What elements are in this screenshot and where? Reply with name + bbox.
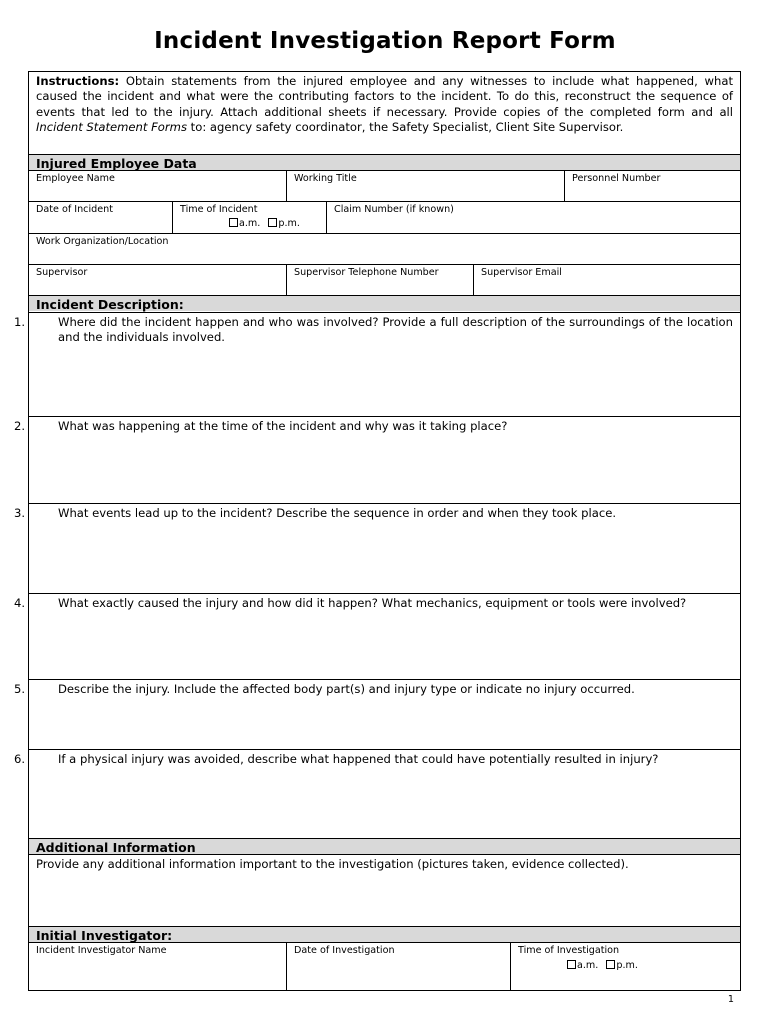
question-3-number: 3.: [14, 506, 26, 520]
supervisor-label: Supervisor: [36, 267, 88, 278]
investigation-time-field: [510, 943, 740, 991]
question-4-text: What exactly caused the injury and how did it happen? What mechanics, equipment or tools were involved?: [58, 596, 687, 610]
investigation-date-field[interactable]: [286, 943, 510, 991]
work-org-label: Work Organization/Location: [36, 236, 169, 247]
date-of-incident-field[interactable]: [29, 202, 172, 233]
employee-row-1: [29, 170, 740, 201]
additional-info-text: Provide any additional information important to the investigation (pictures taken, evidence collected).: [36, 857, 629, 871]
question-3-text: What events lead up to the incident? Describe the sequence in order and when they took place.: [58, 506, 617, 520]
work-org-field[interactable]: [29, 234, 740, 264]
instructions-text-after: to: agency safety coordinator, the Safety Specialist, Client Site Supervisor.: [187, 119, 624, 134]
page-title: Incident Investigation Report Form: [154, 28, 616, 54]
incident-am-checkbox[interactable]: [229, 218, 238, 227]
employee-row-3: [29, 233, 740, 264]
supervisor-email-label: Supervisor Email: [481, 267, 562, 278]
investigator-name-label: Incident Investigator Name: [36, 945, 167, 956]
investigator-row: [29, 942, 740, 991]
incident-report-form: [14, 71, 741, 991]
employee-row-2: [29, 201, 740, 233]
claim-number-label: Claim Number (if known): [334, 204, 454, 215]
investigator-section-heading: Initial Investigator:: [29, 926, 740, 942]
instructions-block: [29, 74, 740, 154]
personnel-number-label: Personnel Number: [572, 173, 661, 184]
additional-info-field[interactable]: [29, 854, 740, 926]
page-number: 1: [727, 994, 734, 1005]
incident-ampm-group: [229, 218, 300, 229]
question-5-field[interactable]: [14, 679, 740, 749]
incident-pm-label: p.m.: [278, 218, 300, 229]
question-2-number: 2.: [14, 419, 26, 433]
question-6-number: 6.: [14, 752, 26, 766]
time-of-incident-field: [172, 202, 326, 233]
question-1-field[interactable]: [14, 312, 740, 416]
investigation-pm-label: p.m.: [616, 960, 638, 971]
investigation-am-checkbox[interactable]: [567, 960, 576, 969]
instructions-label: Instructions:: [36, 74, 120, 88]
date-of-incident-label: Date of Incident: [36, 204, 113, 215]
incident-section-heading: Incident Description:: [29, 295, 740, 311]
question-4-number: 4.: [14, 596, 26, 610]
incident-pm-checkbox[interactable]: [268, 218, 277, 227]
question-5-text: Describe the injury. Include the affected body part(s) and injury type or indicate no injury occurred.: [58, 682, 635, 696]
question-6-field[interactable]: [14, 749, 740, 838]
question-2-field[interactable]: [14, 416, 740, 503]
supervisor-phone-field[interactable]: [286, 265, 473, 295]
question-1-number: 1.: [14, 315, 26, 329]
employee-row-4: [29, 264, 740, 295]
employee-name-field[interactable]: [29, 171, 286, 201]
investigation-time-label: Time of Investigation: [518, 945, 620, 956]
personnel-number-field[interactable]: [564, 171, 740, 201]
employee-name-label: Employee Name: [36, 173, 115, 184]
question-1-text: Where did the incident happen and who was involved? Provide a full description of the surroundings of the location and the individuals involved.: [58, 315, 733, 345]
investigation-ampm-group: [567, 960, 638, 971]
instructions-italic: Incident Statement Forms: [36, 119, 187, 134]
question-6-text: If a physical injury was avoided, describe what happened that could have potentially resulted in injury?: [58, 752, 659, 766]
employee-section-heading: Injured Employee Data: [29, 154, 740, 170]
question-4-field[interactable]: [14, 593, 740, 679]
incident-am-label: a.m.: [239, 218, 261, 229]
supervisor-email-field[interactable]: [473, 265, 740, 295]
working-title-field[interactable]: [286, 171, 564, 201]
time-of-incident-label: Time of Incident: [180, 204, 258, 215]
additional-section-heading: Additional Information: [29, 838, 740, 854]
supervisor-phone-label: Supervisor Telephone Number: [294, 267, 439, 278]
investigator-name-field[interactable]: [29, 943, 286, 991]
question-5-number: 5.: [14, 682, 26, 696]
investigation-am-label: a.m.: [577, 960, 599, 971]
question-2-text: What was happening at the time of the incident and why was it taking place?: [58, 419, 508, 433]
working-title-label: Working Title: [294, 173, 357, 184]
supervisor-field[interactable]: [29, 265, 286, 295]
question-3-field[interactable]: [14, 503, 740, 593]
investigation-date-label: Date of Investigation: [294, 945, 395, 956]
claim-number-field[interactable]: [326, 202, 740, 233]
instructions-text-before: Obtain statements from the injured employee and any witnesses to include what happened, what caused the incident and what were the contributing factors to the incident. To do this, reconstruct the sequence of events that led to the injury. Attach additional sheets if necessary. Provide copies of the completed form and all: [36, 74, 733, 119]
investigation-pm-checkbox[interactable]: [606, 960, 615, 969]
